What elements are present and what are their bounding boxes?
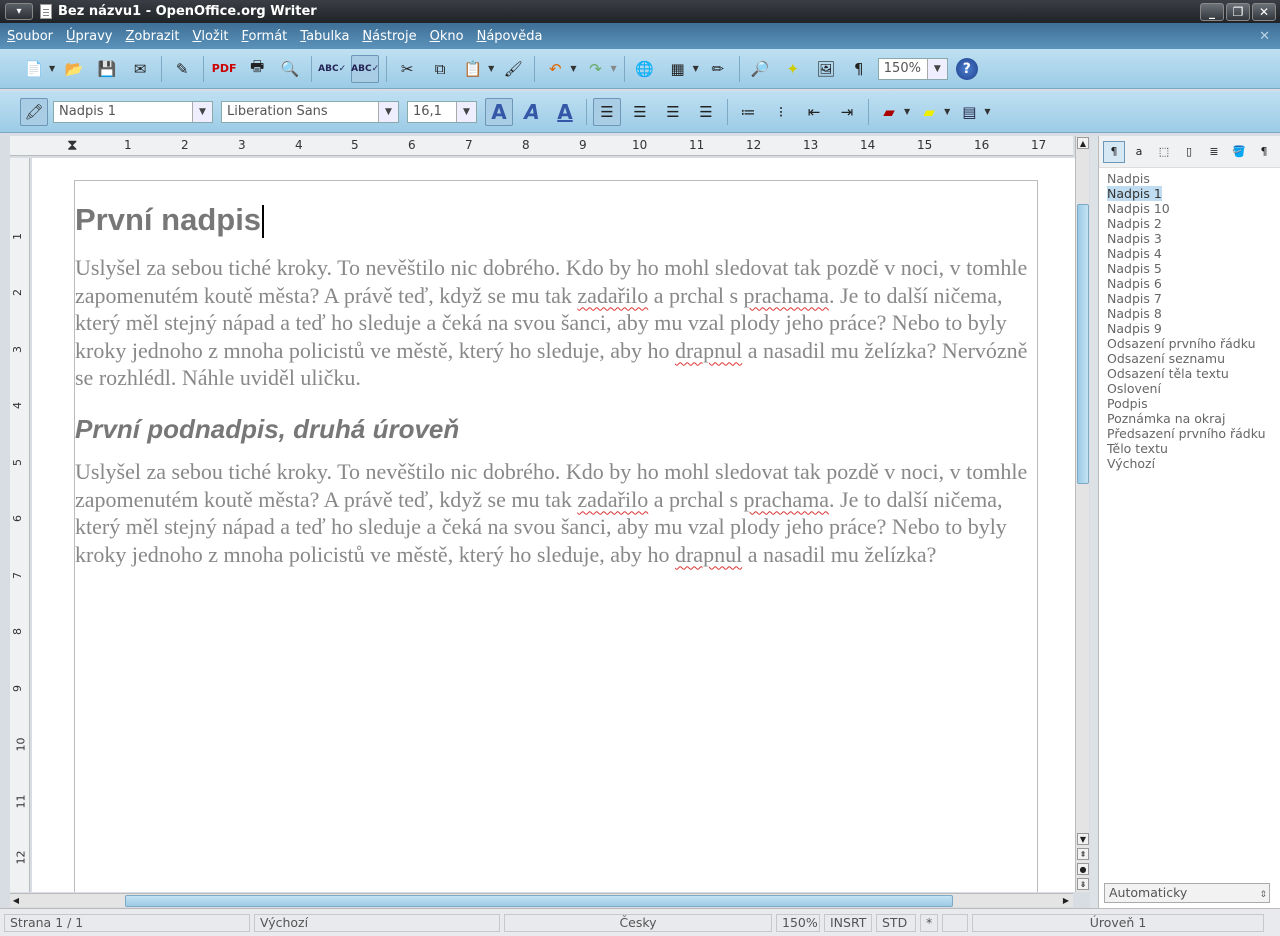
hyperlink-icon[interactable]: 🌐 bbox=[635, 59, 654, 78]
menu-bar bbox=[0, 23, 1280, 49]
digital-signature-indicator[interactable] bbox=[942, 914, 968, 932]
redo-dropdown-icon[interactable]: ▼ bbox=[610, 64, 617, 73]
vertical-scroll-thumb[interactable] bbox=[1077, 204, 1089, 484]
menu-vlozit[interactable]: Vložit bbox=[192, 28, 229, 44]
menu-format[interactable]: Formát bbox=[241, 28, 288, 44]
horizontal-scroll-thumb[interactable] bbox=[125, 895, 953, 907]
font-dropdown-icon[interactable]: ▼ bbox=[378, 102, 398, 122]
cut-icon[interactable]: ✂ bbox=[400, 59, 414, 78]
vertical-scrollbar[interactable] bbox=[1075, 136, 1089, 892]
redo-icon[interactable]: ↷ bbox=[589, 59, 602, 78]
paste-dropdown-icon[interactable]: ▼ bbox=[488, 64, 495, 73]
outline-level-indicator: Úroveň 1 bbox=[972, 914, 1264, 932]
font-color-dropdown-icon[interactable]: ▼ bbox=[904, 107, 911, 116]
misspelled-word[interactable]: prachama bbox=[743, 282, 830, 308]
new-dropdown-icon[interactable]: ▼ bbox=[49, 64, 56, 73]
font-color-icon[interactable]: ▰ bbox=[883, 102, 895, 121]
highlighting-dropdown-icon[interactable]: ▼ bbox=[944, 107, 951, 116]
find-replace-icon[interactable]: 🔎 bbox=[750, 59, 770, 78]
style-item[interactable]: Předsazení prvního řádku bbox=[1107, 426, 1266, 441]
filter-dropdown-icon[interactable]: ⇕ bbox=[1259, 890, 1267, 900]
paragraph-style-combo[interactable]: Nadpis 1 ▼ bbox=[53, 101, 213, 123]
document-icon bbox=[40, 4, 52, 19]
align-left-icon[interactable]: ☰ bbox=[593, 98, 621, 126]
navigator-icon[interactable]: ✦ bbox=[786, 59, 800, 78]
font-size-combo[interactable]: 16,1 ▼ bbox=[407, 101, 477, 123]
scroll-down-icon[interactable]: ▼ bbox=[1077, 833, 1089, 845]
paste-icon[interactable]: 📋 bbox=[463, 59, 483, 78]
underline-icon[interactable]: A bbox=[557, 99, 573, 124]
modified-indicator: * bbox=[920, 914, 938, 932]
window-title: Bez názvu1 - OpenOffice.org Writer bbox=[58, 4, 317, 19]
style-item[interactable]: Oslovení bbox=[1107, 381, 1161, 396]
page-styles-icon[interactable]: ▯ bbox=[1185, 144, 1193, 158]
style-item[interactable]: Nadpis 8 bbox=[1107, 306, 1162, 321]
style-item[interactable]: Tělo textu bbox=[1107, 441, 1168, 456]
new-document-icon[interactable]: 📄 bbox=[24, 59, 44, 78]
style-item[interactable]: Odsazení seznamu bbox=[1107, 351, 1226, 366]
styles-panel bbox=[1098, 136, 1280, 908]
print-preview-icon[interactable]: 🔍 bbox=[280, 59, 300, 78]
clone-formatting-icon[interactable]: 🖌 bbox=[503, 59, 523, 78]
text-cursor bbox=[262, 205, 264, 238]
email-icon[interactable]: ✉ bbox=[133, 59, 147, 78]
paragraph-1[interactable]: Uslyšel za sebou tiché kroky. To nevěštilo nic dobrého. Kdo by ho mohl sledovat tak pozdě v noci, v tomhle zapomenutém koutě města? A právě teď, když se mu tak zadařilo a prchal s prachama. Je to další ničema, který měl stejný nápad a teď ho sleduje a čeká na svou šanci, aby mu vzal plody jeho práce? Nebo to byly kroky jednoho z mnoha policistů ve městě, který ho sleduje, aby ho drapnul a nasadil mu želízka? Nervózně se rozhlédl. Náhle uviděl uličku. bbox=[75, 255, 1028, 390]
standard-toolbar bbox=[0, 49, 1280, 89]
highlighting-icon[interactable]: ▰ bbox=[923, 102, 935, 121]
vertical-ruler[interactable]: 1 2 3 4 5 6 7 8 9 10 11 12 bbox=[10, 158, 30, 892]
open-icon[interactable]: 📂 bbox=[64, 59, 84, 78]
fill-format-mode-icon[interactable]: 🪣 bbox=[1232, 144, 1246, 158]
list-styles-icon[interactable]: ≣ bbox=[1209, 144, 1219, 158]
undo-dropdown-icon[interactable]: ▼ bbox=[570, 64, 577, 73]
background-color-icon[interactable]: ▤ bbox=[962, 102, 977, 121]
left-indent-marker[interactable]: ⧗ bbox=[67, 136, 78, 154]
bold-icon[interactable]: A bbox=[485, 98, 513, 126]
navigation-icon[interactable]: ● bbox=[1077, 863, 1089, 875]
close-button[interactable]: ✕ bbox=[1252, 3, 1276, 21]
style-item[interactable]: Podpis bbox=[1107, 396, 1148, 411]
spellcheck-icon[interactable]: ABC✓ bbox=[318, 63, 347, 74]
align-right-icon[interactable]: ☰ bbox=[666, 102, 680, 121]
style-item[interactable]: Odsazení těla textu bbox=[1107, 366, 1229, 381]
menu-upravy[interactable]: Úpravy bbox=[66, 28, 113, 44]
scroll-up-icon[interactable]: ▲ bbox=[1077, 137, 1089, 149]
horizontal-scrollbar[interactable] bbox=[10, 893, 1073, 907]
horizontal-ruler[interactable]: ⧗ 1 2 3 4 5 6 7 8 9 10 11 12 13 14 15 16 17 bbox=[10, 136, 1073, 156]
menu-okno[interactable]: Okno bbox=[429, 28, 464, 44]
formatting-marks-icon[interactable]: ¶ bbox=[854, 59, 864, 78]
show-draw-functions-icon[interactable]: ✏ bbox=[711, 59, 725, 78]
style-item[interactable]: Odsazení prvního řádku bbox=[1107, 336, 1256, 351]
numbering-icon[interactable]: ≔ bbox=[740, 102, 756, 121]
background-dropdown-icon[interactable]: ▼ bbox=[984, 107, 991, 116]
styles-panel-toolbar bbox=[1099, 136, 1280, 168]
zoom-dropdown-icon[interactable]: ▼ bbox=[927, 59, 947, 79]
copy-icon[interactable]: ⧉ bbox=[434, 59, 446, 78]
menu-nastroje[interactable]: Nástroje bbox=[362, 28, 417, 44]
style-filter-select[interactable]: Automaticky ⇕ bbox=[1104, 883, 1270, 903]
menu-zobrazit[interactable]: Zobrazit bbox=[125, 28, 180, 44]
insert-mode-indicator[interactable]: INSRT bbox=[824, 914, 872, 932]
style-item[interactable]: Výchozí bbox=[1107, 456, 1156, 471]
maximize-button[interactable]: ❐ bbox=[1226, 3, 1250, 21]
table-icon[interactable]: ▦ bbox=[670, 59, 685, 78]
status-bar bbox=[0, 908, 1280, 936]
gallery-icon[interactable]: 🖼 bbox=[816, 59, 836, 78]
autospellcheck-icon[interactable]: ABC✓ bbox=[351, 55, 379, 83]
edit-mode-icon[interactable]: ✎ bbox=[175, 59, 189, 78]
character-styles-icon[interactable]: a bbox=[1135, 144, 1143, 158]
frame-styles-icon[interactable]: ⬚ bbox=[1158, 144, 1170, 158]
new-style-icon[interactable]: ¶ bbox=[1260, 144, 1268, 158]
style-item-selected[interactable]: Nadpis 1 bbox=[1107, 186, 1162, 201]
page-style-indicator[interactable]: Výchozí bbox=[254, 914, 500, 932]
export-pdf-icon[interactable]: PDF bbox=[211, 62, 237, 75]
decrease-indent-icon[interactable]: ⇤ bbox=[807, 102, 821, 121]
misspelled-word[interactable]: drapnul bbox=[674, 337, 743, 363]
style-list bbox=[1099, 168, 1280, 471]
save-icon[interactable]: 💾 bbox=[97, 59, 117, 78]
style-item[interactable]: Nadpis 3 bbox=[1107, 231, 1162, 246]
menu-napoveda[interactable]: Nápověda bbox=[476, 28, 543, 44]
style-item[interactable]: Nadpis 4 bbox=[1107, 246, 1162, 261]
window-menu-button[interactable]: ▾ bbox=[5, 3, 33, 20]
style-item[interactable]: Nadpis bbox=[1107, 171, 1150, 186]
style-item[interactable]: Nadpis 9 bbox=[1107, 321, 1162, 336]
style-item[interactable]: Nadpis 5 bbox=[1107, 261, 1162, 276]
paragraph-2[interactable]: Uslyšel za sebou tiché kroky. To nevěštilo nic dobrého. Kdo by ho mohl sledovat tak pozdě v noci, v tomhle zapomenutém koutě města? A právě teď, když se mu tak zadařilo a prchal s prachama. Je to další ničema, který měl stejný nápad a teď ho sleduje a čeká na svou šanci, aby mu vzal plody jeho práce? Nebo to byly kroky jednoho z mnoha policistů ve městě, který ho sleduje, aby ho drapnul a nasadil mu želízka? bbox=[75, 459, 1028, 567]
sidebar-splitter[interactable] bbox=[1090, 136, 1098, 908]
style-item[interactable]: Nadpis 2 bbox=[1107, 216, 1162, 231]
style-item[interactable]: Nadpis 10 bbox=[1107, 201, 1170, 216]
italic-icon[interactable]: A bbox=[524, 99, 540, 124]
scroll-right-icon[interactable]: ▶ bbox=[1062, 896, 1070, 905]
document-canvas[interactable] bbox=[32, 158, 1075, 892]
style-item[interactable]: Poznámka na okraj bbox=[1107, 411, 1226, 426]
justify-icon[interactable]: ☰ bbox=[699, 102, 713, 121]
style-item[interactable]: Nadpis 6 bbox=[1107, 276, 1162, 291]
close-document-icon[interactable]: ✕ bbox=[1259, 28, 1270, 44]
help-icon[interactable]: ? bbox=[956, 58, 978, 80]
menu-soubor[interactable]: Soubor bbox=[7, 28, 54, 44]
print-icon[interactable]: 🖶 bbox=[250, 57, 265, 75]
misspelled-word[interactable]: prachama bbox=[743, 486, 830, 512]
formatting-toolbar bbox=[0, 91, 1280, 133]
paragraph-styles-icon[interactable]: ¶ bbox=[1103, 141, 1125, 163]
selection-mode-indicator[interactable]: STD bbox=[876, 914, 916, 932]
zoom-indicator[interactable]: 150% bbox=[776, 914, 820, 932]
previous-page-icon[interactable]: ⇞ bbox=[1077, 848, 1089, 860]
page-indicator[interactable]: Strana 1 / 1 bbox=[4, 914, 250, 932]
align-center-icon[interactable]: ☰ bbox=[633, 102, 647, 121]
menu-tabulka[interactable]: Tabulka bbox=[300, 28, 350, 44]
bullets-icon[interactable]: ⁝ bbox=[778, 102, 784, 121]
heading-2[interactable]: První podnadpis, druhá úroveň bbox=[75, 414, 460, 444]
next-page-icon[interactable]: ⇟ bbox=[1077, 878, 1089, 890]
font-name-combo[interactable]: Liberation Sans ▼ bbox=[221, 101, 399, 123]
style-dropdown-icon[interactable]: ▼ bbox=[192, 102, 212, 122]
misspelled-word[interactable]: drapnul bbox=[674, 541, 743, 567]
style-item[interactable]: Nadpis 7 bbox=[1107, 291, 1162, 306]
size-dropdown-icon[interactable]: ▼ bbox=[456, 102, 476, 122]
misspelled-word[interactable]: zadařilo bbox=[577, 486, 649, 512]
scroll-left-icon[interactable]: ◀ bbox=[12, 896, 20, 905]
language-indicator[interactable]: Česky bbox=[504, 914, 772, 932]
minimize-button[interactable]: _ bbox=[1200, 3, 1224, 21]
table-dropdown-icon[interactable]: ▼ bbox=[692, 64, 699, 73]
zoom-combo[interactable]: 150% ▼ bbox=[878, 58, 948, 80]
misspelled-word[interactable]: zadařilo bbox=[577, 282, 649, 308]
styles-formatting-icon[interactable]: 🖍 bbox=[20, 98, 48, 126]
increase-indent-icon[interactable]: ⇥ bbox=[840, 102, 854, 121]
title-bar bbox=[0, 0, 1280, 23]
heading-1[interactable]: První nadpis bbox=[75, 202, 264, 238]
undo-icon[interactable]: ↶ bbox=[549, 59, 562, 78]
